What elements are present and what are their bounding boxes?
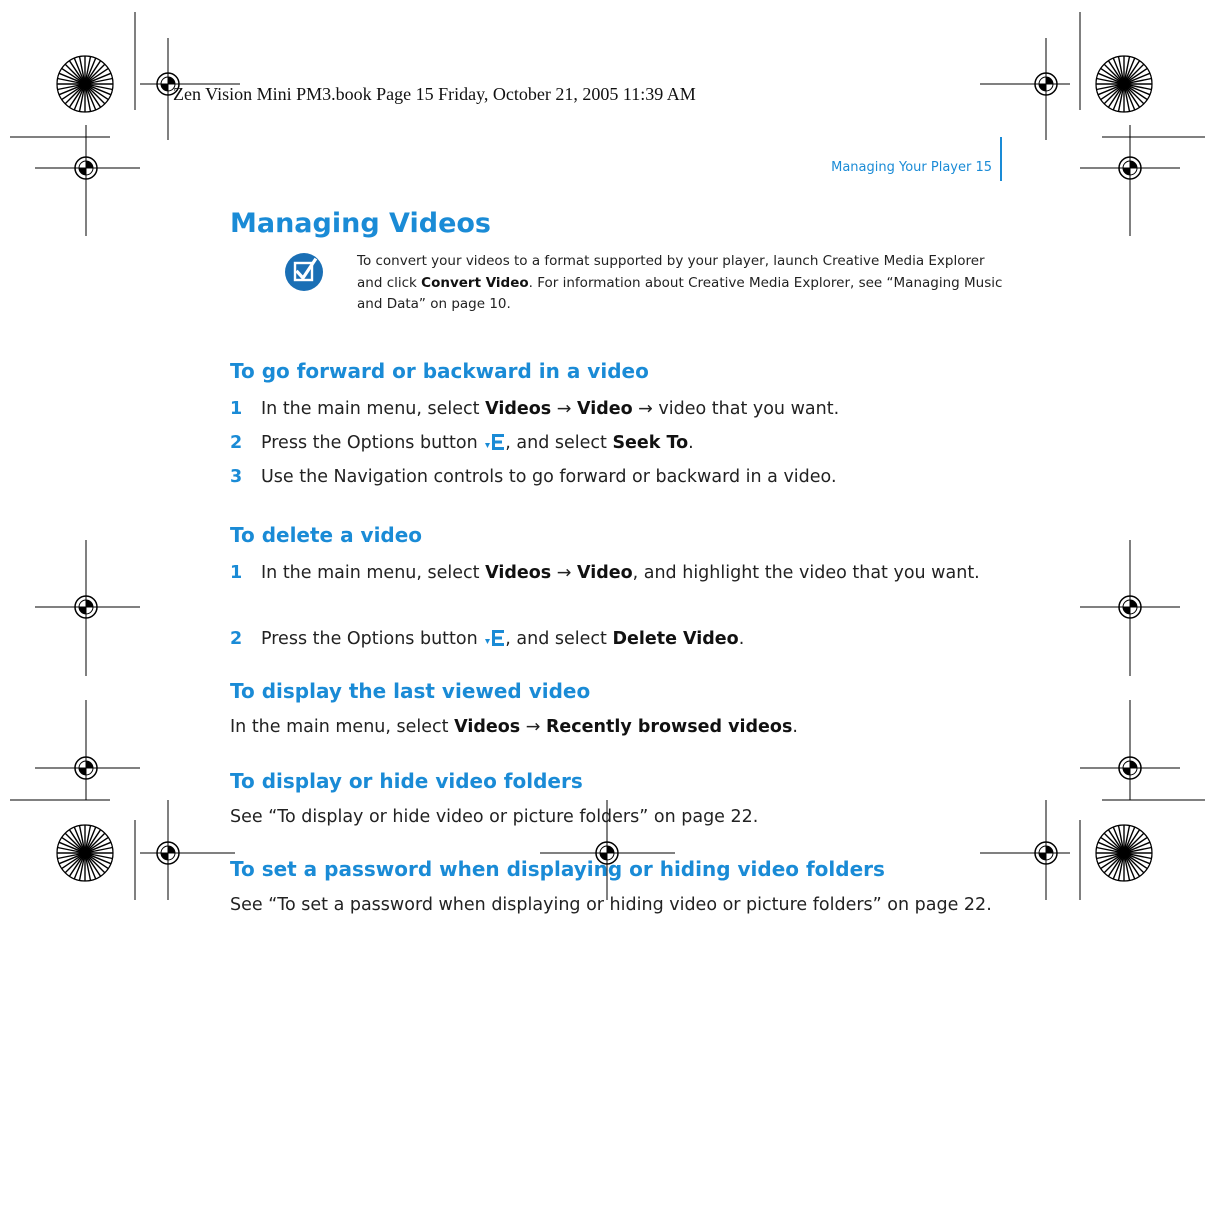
options-button-icon [483,433,505,451]
note-text: To convert your videos to a format supported by your player, launch Creative Media Explorer and click Convert Video. For information about Creative Media Explorer, see “Managing Music and Data” on page 10. [357,253,1003,312]
section-heading: To display the last viewed video [230,679,591,703]
paragraph: See “To set a password when displaying or hiding video or picture folders” on page 22. [230,895,992,915]
section-heading: To set a password when displaying or hiding video folders [230,857,885,881]
paragraph: See “To display or hide video or picture folders” on page 22. [230,807,759,827]
header-rule [1000,137,1002,181]
page-title: Managing Videos [230,208,491,239]
section-heading: To go forward or backward in a video [230,359,649,383]
options-button-icon [483,629,505,647]
section-heading: To display or hide video folders [230,769,583,793]
running-header: Managing Your Player 15 [831,160,992,175]
section-heading: To delete a video [230,523,423,547]
checkmark-note-icon [284,252,324,292]
print-slug: Zen Vision Mini PM3.book Page 15 Friday, October 21, 2005 11:39 AM [173,84,696,104]
convert-video-label: Convert Video [421,274,529,291]
paragraph: In the main menu, select Videos → Recently browsed videos. [230,717,798,737]
